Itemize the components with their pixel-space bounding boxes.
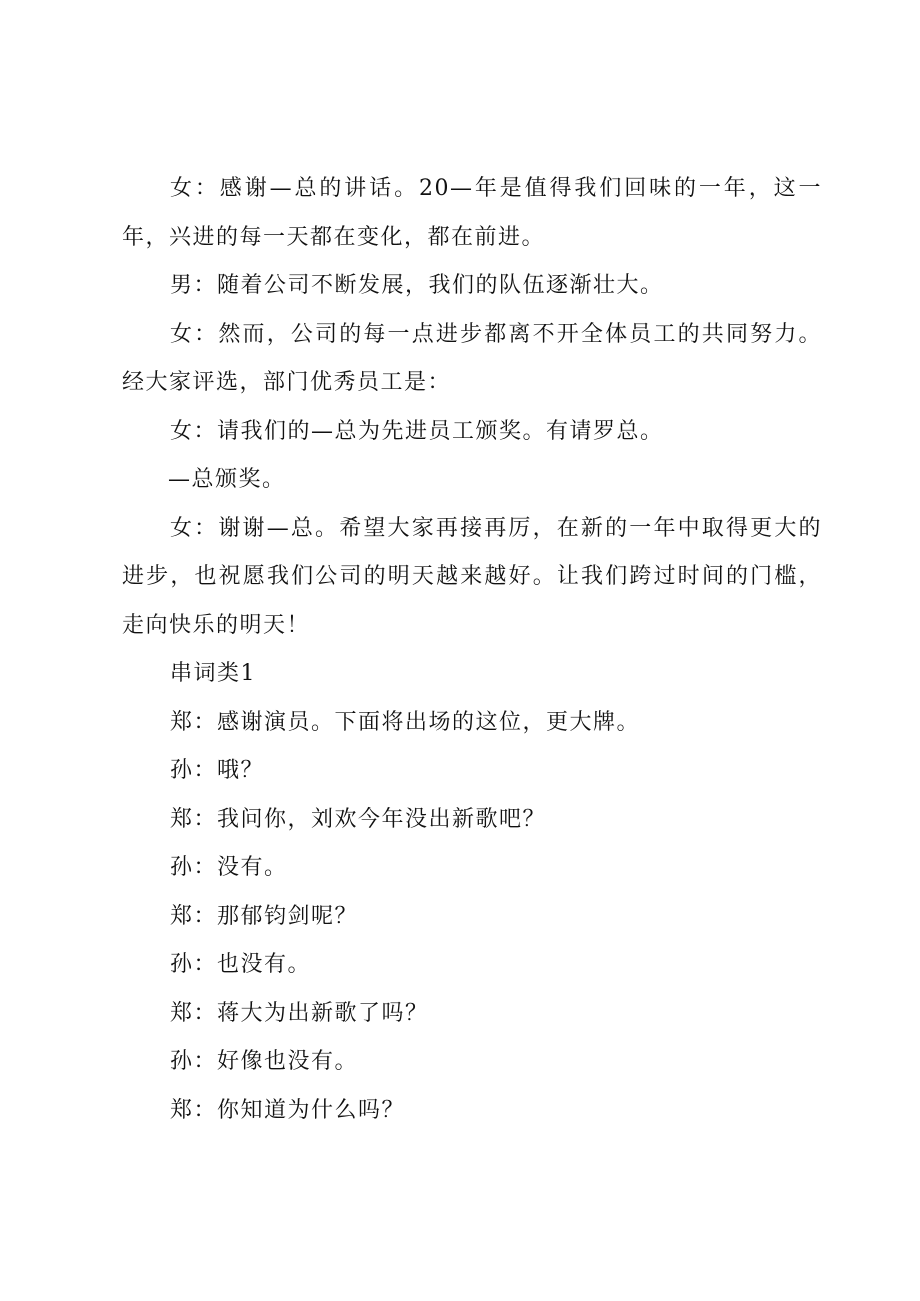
dialogue-line-5: 郑：那郁钧剑呢？ xyxy=(170,903,359,929)
section-heading: 串词类1 xyxy=(170,661,256,686)
dialogue-line-6: 孙：也没有。 xyxy=(170,952,312,977)
document-body xyxy=(122,165,822,1135)
dialogue-line-4: 孙：没有。 xyxy=(170,855,288,880)
paragraph-3: 女：然而，公司的每一点进步都离不开全体员工的共同努力。经大家评选，部门优秀员工是： xyxy=(122,321,822,395)
dialogue-line-7: 郑：蒋大为出新歌了吗？ xyxy=(170,1000,429,1026)
paragraph-4: 女：请我们的—总为先进员工颁奖。有请罗总。 xyxy=(170,418,664,444)
paragraph-1: 女：感谢—总的讲话。20—年是值得我们回味的一年，这一年，兴进的每一天都在变化，都在前进。 xyxy=(122,176,822,250)
dialogue-line-9: 郑：你知道为什么吗？ xyxy=(170,1097,406,1123)
paragraph-2: 男：随着公司不断发展，我们的队伍逐渐壮大。 xyxy=(170,273,664,298)
dialogue-line-1: 郑：感谢演员。下面将出场的这位，更大牌。 xyxy=(170,709,641,735)
dialogue-line-3: 郑：我问你，刘欢今年没出新歌吧？ xyxy=(170,806,547,832)
dialogue-line-2: 孙：哦？ xyxy=(170,758,265,783)
paragraph-6: 女：谢谢—总。希望大家再接再厉，在新的一年中取得更大的进步，也祝愿我们公司的明天越来越好。让我们跨过时间的门槛，走向快乐的明天！ xyxy=(122,515,822,638)
dialogue-line-8: 孙：好像也没有。 xyxy=(170,1049,359,1074)
paragraph-5: —总颁奖。 xyxy=(168,467,286,492)
